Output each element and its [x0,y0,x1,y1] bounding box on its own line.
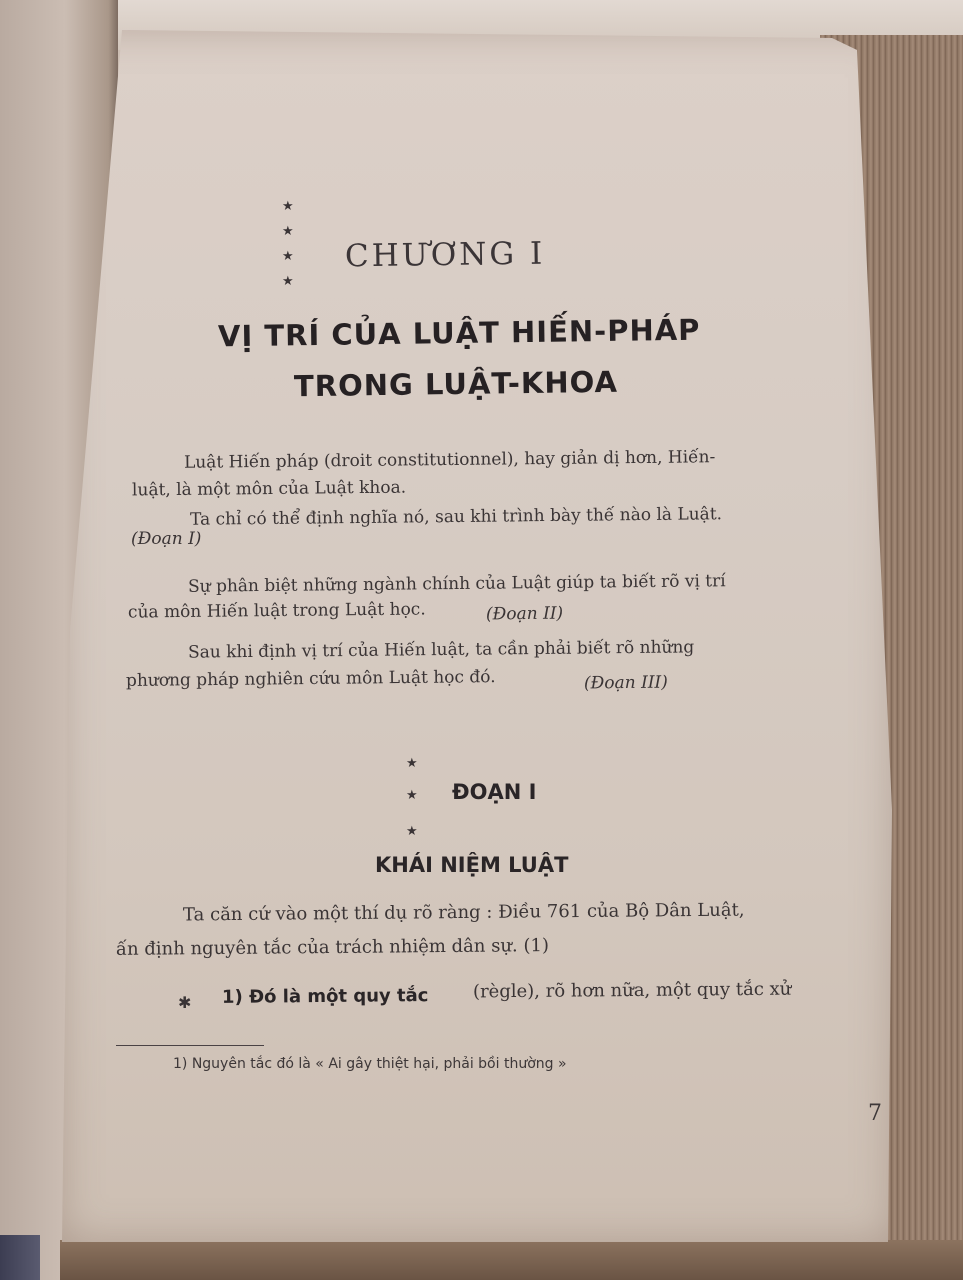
chapter-title-line2: TRONG LUẬT-KHOA [293,364,619,404]
star-ornament-icon: ★ [282,199,294,214]
paragraph-2-reference: (Đoạn I) [131,529,202,549]
star-ornament-icon: ★ [406,788,418,803]
section-point-bold: 1) Đó là một quy tắc [221,985,429,1008]
paragraph-4-reference: (Đoạn III) [583,672,668,694]
section-point-text: (règle), rõ hơn nữa, một quy tắc xử [472,978,792,1003]
section-body-line-2: ấn định nguyên tắc của trách nhiệm dân sự. (1) [115,935,550,960]
chapter-heading: CHƯƠNG I [344,235,546,275]
paragraph-4-line-2: phương pháp nghiên cứu môn Luật học đó. [125,667,496,691]
star-ornament-icon: ★ [282,249,294,264]
paragraph-3-line-2: của môn Hiến luật trong Luật học. [127,599,426,623]
star-ornament-icon: ✱ [178,993,192,1012]
footnote: 1) Nguyên tắc đó là « Ai gây thiệt hại, phải bồi thường » [173,1056,567,1072]
star-ornament-icon: ★ [282,224,294,239]
footnote-divider [116,1045,264,1046]
chapter-title-line1: VỊ TRÍ CỦA LUẬT HIẾN-PHÁP [217,312,701,354]
paragraph-4-line-1: Sau khi định vị trí của Hiến luật, ta cần phải biết rõ những [187,637,695,663]
left-cover-edge [0,1235,40,1280]
section-title: KHÁI NIỆM LUẬT [375,853,569,877]
section-heading: ĐOẠN I [452,780,537,804]
page-number: 7 [868,1101,882,1126]
book-bottom-edge [60,1240,963,1280]
section-body-line-1: Ta căn cứ vào một thí dụ rõ ràng : Điều 761 của Bộ Dân Luật, [182,899,745,926]
paragraph-1-line-2: luật, là một môn của Luật khoa. [131,477,407,501]
paragraph-3-reference: (Đoạn II) [485,603,564,625]
paragraph-1-line-1: Luật Hiến pháp (droit constitutionnel), hay giản dị hơn, Hiến- [183,447,716,473]
star-ornament-icon: ★ [406,756,418,771]
paragraph-3-line-1: Sự phân biệt những ngành chính của Luật giúp ta biết rõ vị trí [187,571,726,597]
star-ornament-icon: ★ [282,274,294,289]
star-ornament-icon: ★ [406,824,418,839]
paragraph-2-line-1: Ta chỉ có thể định nghĩa nó, sau khi trình bày thế nào là Luật. [189,504,723,530]
